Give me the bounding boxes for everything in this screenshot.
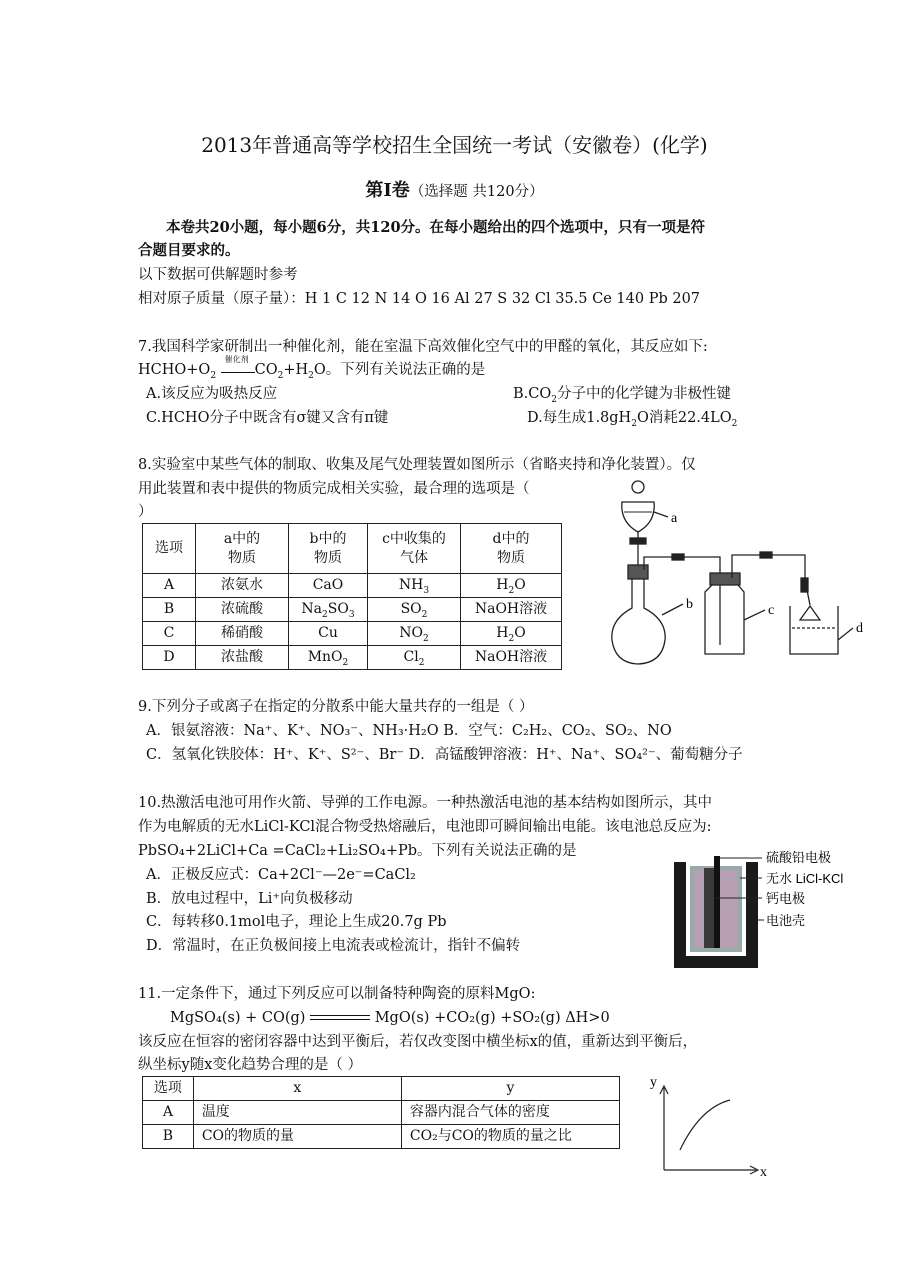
label-c: c (768, 603, 775, 618)
q8-th-c-2: 气体 (400, 549, 428, 566)
equilibrium-arrow (310, 1013, 370, 1023)
q8-table (142, 523, 562, 670)
battery-label-1: 硫酸铅电极 (766, 850, 832, 865)
q11-eq-left: MgSO₄(s) + CO(g) (170, 1010, 306, 1026)
q7-arrow-line (221, 372, 255, 373)
q8-cell-sub: 3 (348, 609, 355, 620)
q9-options-cd: C．氢氧化铁胶体：H⁺、K⁺、S²⁻、Br⁻ D．高锰酸钾溶液：H⁺、Na⁺、SO₄²⁻、葡萄糖分子 (146, 747, 743, 763)
q8-cell: D (143, 646, 196, 670)
q11-stem: 11.一定条件下，通过下列反应可以制备特种陶瓷的原料MgO: (138, 986, 536, 1002)
q7-eq-left: HCHO+O (138, 362, 211, 378)
axis-label-x: x (760, 1165, 767, 1180)
q11-cell: CO₂与CO的物质的量之比 (401, 1125, 619, 1149)
q7-eq-right-a: CO (254, 362, 278, 378)
q8-cell-text: Cl (403, 649, 419, 666)
exam-title: 2013年普通高等学校招生全国统一考试（安徽卷）(化学) (201, 133, 708, 157)
q11-table (142, 1076, 620, 1149)
q7-eq-right-b: +H (283, 362, 309, 378)
q8-cell-text: NH (398, 577, 424, 594)
q8-cell-text: SO (327, 601, 349, 618)
atomic-masses: 相对原子质量（原子量）：H 1 C 12 N 14 O 16 Al 27 S 32 Cl 35.5 Ce 140 Pb 207 (138, 291, 701, 307)
q8-cell-text: O (514, 577, 526, 594)
q8-cell (368, 622, 461, 646)
q8-th-c-1: c中收集的 (382, 530, 446, 547)
q7-eq-sub3: 2 (308, 370, 314, 381)
label-d: d (856, 621, 863, 636)
funnel-stopcock (630, 538, 646, 544)
q8-th-a-2: 物质 (228, 549, 256, 566)
q9-options-ab: A．银氨溶液：Na⁺、K⁺、NO₃⁻、NH₃·H₂O B．空气：C₂H₂、CO₂、SO₂、NO (146, 723, 672, 739)
q7-optb-sub: 2 (551, 394, 557, 405)
q8-cell (461, 622, 562, 646)
q8-cell: 浓盐酸 (196, 646, 289, 670)
q8-cell (289, 646, 368, 670)
q8-th-b-2: 物质 (314, 549, 342, 566)
q7-optd-sub2: 2 (731, 418, 738, 429)
q11-cell: CO的物质的量 (193, 1125, 401, 1149)
beaker-d (790, 606, 838, 654)
q7-optd-sub1: 2 (631, 418, 637, 429)
q10-option-a: A．正极反应式：Ca+2Cl⁻—2e⁻=CaCl₂ (146, 867, 416, 883)
q8-cell-sub: 2 (342, 657, 349, 668)
axis-label-y: y (650, 1075, 657, 1090)
q10-option-b: B．放电过程中，Li⁺向负极移动 (146, 891, 353, 907)
q8-stem-3: ） (138, 504, 153, 520)
q8-th-a-1: a中的 (223, 530, 261, 547)
q8-th-b (289, 524, 368, 574)
table-row (143, 574, 562, 598)
leader-d (838, 628, 853, 640)
leader-b (662, 604, 683, 615)
joint (760, 552, 772, 558)
q8-th-d-1: d中的 (492, 530, 530, 547)
q11-stem-2: 该反应在恒容的密闭容器中达到平衡后，若仅改变图中横坐标x的值，重新达到平衡后， (138, 1034, 698, 1050)
q7-eq-sub1: 2 (210, 370, 217, 381)
q7-option-d (527, 410, 738, 429)
q10-option-c: C．每转移0.1mol电子，理论上生成20.7g Pb (146, 914, 447, 930)
q7-option-c: C.HCHO分子中既含有σ键又含有π键 (146, 410, 389, 426)
q8-stem-2: 用此装置和表中提供的物质完成相关实验，最合理的选项是（ (138, 481, 530, 497)
inverted-funnel (800, 606, 820, 620)
q8-cell-text: O (514, 625, 526, 642)
q8-cell-text: MnO (307, 649, 343, 666)
instructions: 本卷共20小题，每小题6分，共120分。在每小题给出的四个选项中，只有一项是符 (166, 219, 706, 236)
joint (672, 554, 684, 560)
table-row (143, 646, 562, 670)
q7-equation (138, 355, 486, 381)
q8-cell: Cu (289, 622, 368, 646)
funnel-body (622, 502, 654, 532)
flask-b-stopper (628, 565, 648, 579)
q8-cell: B (143, 598, 196, 622)
q8-th-c (368, 524, 461, 574)
q8-cell (368, 598, 461, 622)
part-heading (0, 182, 909, 200)
arrow-backward (310, 1019, 370, 1020)
q7-eq-right-c: O。下列有关说法正确的是 (313, 362, 486, 378)
q8-cell: NaOH溶液 (461, 646, 562, 670)
electrolyte (690, 866, 742, 952)
battery-label-3: 钙电极 (766, 891, 806, 906)
q8-th-a (196, 524, 289, 574)
q10-stem-3: PbSO₄+2LiCl+Ca =CaCl₂+Li₂SO₄+Pb。下列有关说法正确的是 (138, 843, 577, 859)
q7-optd-b: O消耗22.4LO (636, 410, 732, 426)
q11-cell: B (143, 1125, 194, 1149)
q8-cell-text: Na (301, 601, 323, 618)
label-a: a (671, 511, 678, 526)
q8-cell (289, 598, 368, 622)
q11-th-option: 选项 (143, 1077, 194, 1101)
q8-cell: 浓硫酸 (196, 598, 289, 622)
q11-header-row (143, 1077, 620, 1101)
q11-th-y: y (401, 1077, 619, 1101)
y-axis-arrow (660, 1086, 668, 1094)
electrolyte-speckle (694, 870, 738, 948)
q10-stem-1: 10.热激活电池可用作火箭、导弹的工作电源。一种热激活电池的基本结构如图所示，其中 (138, 795, 713, 811)
instructions-cont: 合题目要求的。 (138, 242, 240, 259)
q8-cell-text: NO (399, 625, 423, 642)
q7-optb-a: B.CO (513, 386, 552, 402)
q10-option-d: D．常温时，在正负极间接上电流表或检流计，指针不偏转 (146, 938, 521, 954)
tube-c-d (732, 555, 810, 605)
q8-cell (461, 574, 562, 598)
battery-label-4: 电池壳 (766, 913, 806, 928)
part-bold: 第I卷 (365, 180, 410, 201)
q8-cell: NaOH溶液 (461, 598, 562, 622)
q11-cell: 温度 (193, 1101, 401, 1125)
q7-optb-b: 分子中的化学键为非极性键 (556, 386, 731, 402)
q8-cell (368, 574, 461, 598)
arrow-forward (310, 1015, 370, 1016)
q8-stem-1: 8.实验室中某些气体的制取、收集及尾气处理装置如图所示（省略夹持和净化装置）。仅 (138, 457, 696, 473)
leader-a (654, 512, 668, 517)
q8-cell (368, 646, 461, 670)
q11-equation (170, 1011, 610, 1026)
table-row (143, 598, 562, 622)
q8-cell-sub: 2 (508, 633, 515, 644)
q11-th-x: x (193, 1077, 401, 1101)
q7-optd-a: D.每生成1.8gH (527, 410, 632, 426)
q11-cell: 容器内混合气体的密度 (401, 1101, 619, 1125)
table-row (143, 1125, 620, 1149)
q8-cell: 稀硝酸 (196, 622, 289, 646)
q8-cell-sub: 2 (423, 633, 429, 644)
q7-option-b (513, 386, 731, 405)
q11-eq-right: MgO(s) +CO₂(g) +SO₂(g) ΔH>0 (374, 1010, 610, 1026)
q8-th-option: 选项 (143, 524, 196, 574)
q7-catalyst-label: 催化剂 (224, 355, 249, 364)
q8-cell-sub: 2 (418, 657, 425, 668)
q8-cell: CaO (289, 574, 368, 598)
table-row (143, 622, 562, 646)
q8-cell: C (143, 622, 196, 646)
q7-catalyst-arrow (221, 355, 255, 374)
q7-option-a: A.该反应为吸热反应 (146, 386, 278, 402)
funnel-stopper (632, 481, 644, 493)
q8-cell: A (143, 574, 196, 598)
label-b: b (686, 597, 693, 612)
joint (801, 578, 808, 592)
bottle-c-body (705, 585, 744, 654)
q7-stem: 7.我国科学家研制出一种催化剂，能在室温下高效催化空气中的甲醛的氧化，其反应如下: (138, 339, 708, 355)
q8-th-d (461, 524, 562, 574)
q8-header-row (143, 524, 562, 574)
q8-cell-sub: 2 (508, 585, 515, 596)
q8-cell-text: H (496, 625, 509, 642)
q8-cell-sub: 2 (322, 609, 328, 620)
lead-sulfate-electrode (714, 856, 720, 948)
q8-cell-text: SO (400, 601, 422, 618)
tube-b-c (644, 557, 720, 573)
trend-curve (680, 1100, 730, 1150)
battery-label-2: 无水 LiCl-KCl (766, 871, 844, 886)
q8-cell-text: H (496, 577, 509, 594)
bottle-c-stopper (710, 573, 740, 585)
calcium-electrode (704, 868, 714, 948)
battery-shell (674, 862, 758, 968)
part-note: （选择题 共120分） (409, 184, 544, 200)
x-axis-arrow (750, 1166, 758, 1174)
q8-cell-sub: 3 (423, 585, 430, 596)
q9-stem: 9.下列分子或离子在指定的分散系中能大量共存的一组是（ ） (138, 699, 534, 715)
q8-th-b-1: b中的 (309, 530, 347, 547)
battery-interior (686, 862, 746, 956)
q10-stem-2: 作为电解质的无水LiCl-KCl混合物受热熔融后，电池即可瞬间输出电能。该电池总反应为: (138, 819, 712, 835)
leader-c (744, 610, 765, 620)
table-row (143, 1101, 620, 1125)
flask-b-body (612, 579, 665, 664)
reference-line: 以下数据可供解题时参考 (138, 267, 298, 283)
q11-cell: A (143, 1101, 194, 1125)
q11-stem-3: 纵坐标y随x变化趋势合理的是（ ） (138, 1057, 362, 1073)
q8-cell-sub: 2 (421, 609, 428, 620)
q8-th-d-2: 物质 (497, 549, 525, 566)
q7-eq-sub2: 2 (277, 370, 284, 381)
q8-cell: 浓氨水 (196, 574, 289, 598)
